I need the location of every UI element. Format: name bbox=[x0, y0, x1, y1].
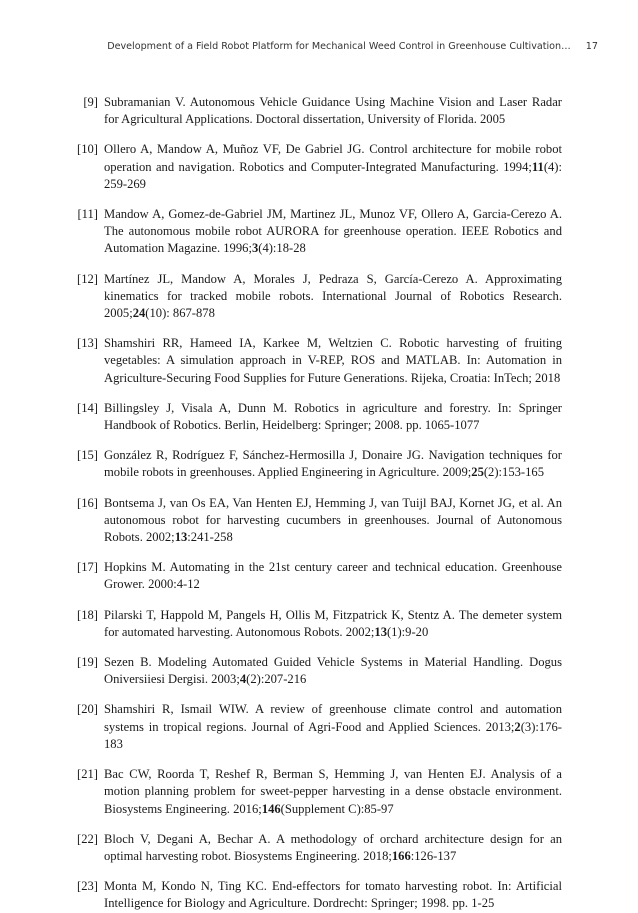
reference-item bbox=[72, 495, 562, 547]
reference-text-segment: (4):18-28 bbox=[258, 241, 306, 256]
reference-volume: 2 bbox=[514, 719, 521, 734]
reference-text-segment: Martínez JL, Mandow A, Morales J, Pedraza S, García-Cerezo A. Approximating kinematics for tracked mobile robots. International Journal of Robotics Research. 2005; bbox=[104, 271, 562, 321]
reference-text-segment: (1):9-20 bbox=[386, 624, 429, 639]
running-title: Development of a Field Robot Platform for Mechanical Weed Control in Greenhouse Cultivation… bbox=[107, 41, 571, 52]
reference-text-segment: Ollero A, Mandow A, Muñoz VF, De Gabriel JG. Control architecture for mobile robot operation and navigation. Robotics and Computer-Integrated Manufacturing. 1994; bbox=[104, 142, 562, 174]
reference-text-segment: Shamshiri R, Ismail WIW. A review of greenhouse climate control and automation systems in tropical regions. Journal of Agri-Food and Applied Sciences. 2013; bbox=[104, 702, 562, 734]
reference-item bbox=[72, 559, 562, 593]
reference-item bbox=[72, 447, 562, 481]
reference-text bbox=[104, 878, 562, 912]
reference-item bbox=[72, 141, 562, 193]
reference-text-segment: Sezen B. Modeling Automated Guided Vehicle Systems in Material Handling. Dogus Oniversiiesi Dergisi. 2003; bbox=[104, 655, 562, 687]
reference-volume: 4 bbox=[239, 672, 247, 687]
reference-volume: 166 bbox=[391, 848, 411, 863]
reference-text bbox=[104, 94, 562, 128]
reference-text-segment: (10): 867-878 bbox=[145, 306, 215, 321]
reference-text-segment: Billingsley J, Visala A, Dunn M. Robotics in agriculture and forestry. In: Springer Handbook of Robotics. Berlin, Heidelberg: Springer; 2008. pp. 1065-1077 bbox=[104, 400, 562, 433]
running-header bbox=[0, 41, 598, 52]
reference-number: [22] bbox=[77, 831, 98, 846]
reference-item bbox=[72, 94, 562, 128]
reference-text bbox=[104, 701, 562, 753]
reference-text-segment: (2):153-165 bbox=[483, 465, 545, 480]
reference-volume: 24 bbox=[132, 306, 146, 321]
reference-number: [11] bbox=[77, 207, 98, 222]
reference-volume: 25 bbox=[471, 465, 484, 480]
reference-item bbox=[72, 766, 562, 818]
reference-number: [19] bbox=[77, 655, 98, 670]
reference-number: [15] bbox=[77, 448, 98, 463]
reference-text-segment: Subramanian V. Autonomous Vehicle Guidance Using Machine Vision and Laser Radar for Agricultural Applications. Doctoral dissertation, University of Florida. 2005 bbox=[104, 95, 562, 127]
reference-volume: 13 bbox=[174, 530, 188, 545]
reference-text bbox=[104, 400, 562, 434]
reference-text-segment: :241-258 bbox=[187, 530, 233, 545]
reference-text bbox=[104, 271, 562, 323]
reference-text bbox=[104, 141, 562, 193]
reference-text-segment: Hopkins M. Automating in the 21st century career and technical education. Greenhouse Grower. 2000:4-12 bbox=[104, 560, 562, 592]
reference-list bbox=[72, 94, 562, 913]
reference-number: [20] bbox=[77, 702, 98, 717]
reference-text-segment: Monta M, Kondo N, Ting KC. End-effectors for tomato harvesting robot. In: Artificial Intelligence for Biology and Agriculture. Dordrecht: Springer; 1998. pp. 1-25 bbox=[104, 879, 562, 911]
reference-text-segment: Shamshiri RR, Hameed IA, Karkee M, Weltzien C. Robotic harvesting of fruiting vegetables: A simulation approach in V-REP, ROS and MATLAB. In: Automation in Agriculture-Securing Food Supplies for Future Generations. Rijeka, Croatia: InTech; 2018 bbox=[104, 336, 562, 385]
reference-text-segment: Bloch V, Degani A, Bechar A. A methodology of orchard architecture design for an optimal harvesting robot. Biosystems Engineering. 2018; bbox=[104, 831, 562, 863]
reference-volume: 146 bbox=[261, 801, 281, 816]
reference-item bbox=[72, 831, 562, 865]
reference-number: [17] bbox=[77, 560, 98, 575]
reference-number: [18] bbox=[77, 607, 98, 622]
reference-text bbox=[104, 607, 562, 641]
reference-item bbox=[72, 271, 562, 323]
reference-text-segment: (2):207-216 bbox=[246, 672, 307, 687]
reference-text-segment: Pilarski T, Happold M, Pangels H, Ollis M, Fitzpatrick K, Stentz A. The demeter system for automated harvesting. Autonomous Robots. 2002; bbox=[104, 607, 562, 639]
reference-item bbox=[72, 400, 562, 434]
reference-number: [13] bbox=[77, 336, 98, 351]
reference-text bbox=[104, 654, 562, 688]
reference-text bbox=[104, 447, 562, 481]
reference-number: [10] bbox=[77, 142, 98, 157]
reference-volume: 11 bbox=[531, 159, 544, 174]
reference-text-segment: Bac CW, Roorda T, Reshef R, Berman S, Hemming J, van Henten EJ. Analysis of a motion planning problem for sweet-pepper harvesting in a dense obstacle environment. Biosystems Engineering. 2016; bbox=[104, 767, 562, 816]
reference-item bbox=[72, 335, 562, 387]
reference-number: [21] bbox=[77, 767, 98, 782]
reference-item bbox=[72, 654, 562, 688]
reference-item bbox=[72, 878, 562, 912]
reference-text bbox=[104, 831, 562, 865]
reference-text-segment: Bontsema J, van Os EA, Van Henten EJ, Hemming J, van Tuijl BAJ, Kornet JG, et al. An autonomous robot for harvesting cucumbers in greenhouses. Journal of Autonomous Robots. 2002; bbox=[104, 495, 562, 545]
reference-text-segment: (4): 259-269 bbox=[104, 159, 562, 191]
reference-text bbox=[104, 559, 562, 593]
reference-text-segment: :126-137 bbox=[410, 848, 457, 863]
reference-text bbox=[104, 335, 562, 387]
reference-number: [12] bbox=[77, 271, 98, 286]
reference-item bbox=[72, 701, 562, 753]
reference-volume: 3 bbox=[251, 241, 259, 256]
reference-item bbox=[72, 206, 562, 258]
reference-text bbox=[104, 206, 562, 258]
reference-text-segment: (3):176-183 bbox=[104, 719, 562, 751]
reference-text-segment: (Supplement C):85-97 bbox=[280, 801, 394, 816]
reference-volume: 13 bbox=[374, 624, 387, 639]
reference-text-segment: Mandow A, Gomez-de-Gabriel JM, Martinez JL, Munoz VF, Ollero A, Garcia-Cerezo A. The autonomous mobile robot AURORA for greenhouse operation. IEEE Robotics and Automation Magazine. 1996; bbox=[104, 207, 562, 256]
reference-number: [23] bbox=[77, 879, 98, 894]
reference-text bbox=[104, 766, 562, 818]
reference-number: [16] bbox=[77, 495, 98, 510]
reference-item bbox=[72, 607, 562, 641]
reference-text-segment: González R, Rodríguez F, Sánchez-Hermosilla J, Donaire JG. Navigation techniques for mobile robots in greenhouses. Applied Engineering in Agriculture. 2009; bbox=[104, 448, 562, 480]
reference-text bbox=[104, 495, 562, 547]
page-number: 17 bbox=[585, 41, 598, 52]
reference-number: [9] bbox=[83, 95, 98, 109]
reference-number: [14] bbox=[77, 400, 98, 415]
